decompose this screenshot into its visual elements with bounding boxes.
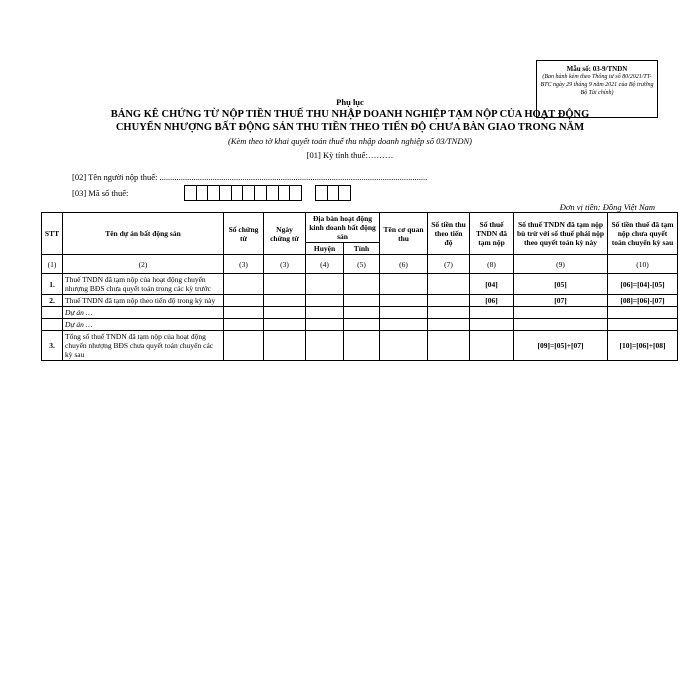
header-district: Huyện (306, 243, 344, 255)
cell-code: [07] (514, 295, 608, 307)
header-carry: Số tiền thuế đã tạm nộp chưa quyết toán chuyển kỳ sau (608, 213, 678, 255)
cell-code: [06] (470, 295, 514, 307)
header-prepaid: Số thuế TNDN đã tạm nộp (470, 213, 514, 255)
table-row (42, 295, 678, 307)
row-stt: 3. (42, 331, 63, 361)
header-province: Tỉnh (344, 243, 380, 255)
row-name: Dự án … (63, 307, 224, 319)
header-doc-date: Ngày chứng từ (264, 213, 306, 255)
cell-code: [08]=[06]-[07] (608, 295, 678, 307)
col-number: (1) (42, 255, 63, 274)
col-number: (9) (514, 255, 608, 274)
row-stt (42, 319, 63, 331)
header-area: Địa bàn hoạt động kinh doanh bất động sản (306, 213, 380, 243)
tax-id-label: [03] Mã số thuế: (72, 188, 129, 198)
cell-code: [05] (514, 274, 608, 295)
header-collected: Số tiền thu theo tiến độ (428, 213, 470, 255)
cell-code: [10]=[06]+[08] (608, 331, 678, 361)
header-offset: Số thuế TNDN đã tạm nộp bù trừ với số thuế phải nộp theo quyết toán kỳ này (514, 213, 608, 255)
form-code: Mẫu số: 03-9/TNDN (566, 65, 628, 73)
header-stt: STT (42, 213, 63, 255)
row-stt: 2. (42, 295, 63, 307)
table-row (42, 319, 678, 331)
tax-id-digit-box[interactable] (338, 185, 351, 201)
col-number: (4) (306, 255, 344, 274)
header-agency: Tên cơ quan thu (380, 213, 428, 255)
taxpayer-name-field: [02] Tên người nộp thuế: .............................................................................................................................. (72, 172, 428, 182)
col-number: (5) (344, 255, 380, 274)
table-row (42, 274, 678, 295)
cell-code: [04] (470, 274, 514, 295)
document-subtitle: (Kèm theo tờ khai quyết toán thuế thu nhập doanh nghiệp số 03/TNDN) (228, 136, 472, 146)
row-name: Thuế TNDN đã tạm nộp theo tiến độ trong kỳ này (63, 295, 224, 307)
col-number: (10) (608, 255, 678, 274)
header-project: Tên dự án bất động sản (63, 213, 224, 255)
form-issued-note: (Ban hành kèm theo Thông tư số 80/2021/TT-BTC ngày 29 tháng 9 năm 2021 của Bộ trưởng Bộ Tài chính) (540, 74, 654, 96)
row-name: Tổng số thuế TNDN đã tạm nộp của hoạt động chuyển nhượng BĐS chưa quyết toán chuyển các kỳ sau (63, 331, 224, 361)
title-line-2: CHUYỂN NHƯỢNG BẤT ĐỘNG SẢN THU TIỀN THEO TIẾN ĐỘ CHƯA BÀN GIAO TRONG NĂM (115, 122, 585, 133)
row-stt (42, 307, 63, 319)
col-number: (8) (470, 255, 514, 274)
col-number: (2) (63, 255, 224, 274)
col-number: (6) (380, 255, 428, 274)
title-line-1: BẢNG KÊ CHỨNG TỪ NỘP TIỀN THUẾ THU NHẬP DOANH NGHIỆP TẠM NỘP CỦA HOẠT ĐỘNG (110, 109, 590, 120)
row-name: Dự án … (63, 319, 224, 331)
prepaid-tax-table (41, 212, 678, 361)
col-number: (7) (428, 255, 470, 274)
cell-code (470, 331, 514, 361)
document-title (0, 108, 700, 134)
currency-unit: Đơn vị tiền: Đồng Việt Nam (559, 202, 655, 212)
row-stt: 1. (42, 274, 63, 295)
tax-period: [01] Kỳ tính thuế:……… (306, 150, 394, 160)
header-doc-no: Số chứng từ (224, 213, 264, 255)
cell-code: [09]=[05]+[07] (514, 331, 608, 361)
cell-code: [06]=[04]-[05] (608, 274, 678, 295)
col-number: (3) (264, 255, 306, 274)
table-row (42, 331, 678, 361)
col-number: (3) (224, 255, 264, 274)
appendix-label: Phụ lục (336, 97, 364, 107)
tax-id-boxes (184, 185, 350, 201)
row-name: Thuế TNDN đã tạm nộp của hoạt động chuyển nhượng BĐS chưa quyết toán trong các kỳ trước (63, 274, 224, 295)
tax-id-row (72, 185, 472, 203)
table-row (42, 307, 678, 319)
column-number-row (42, 255, 678, 274)
